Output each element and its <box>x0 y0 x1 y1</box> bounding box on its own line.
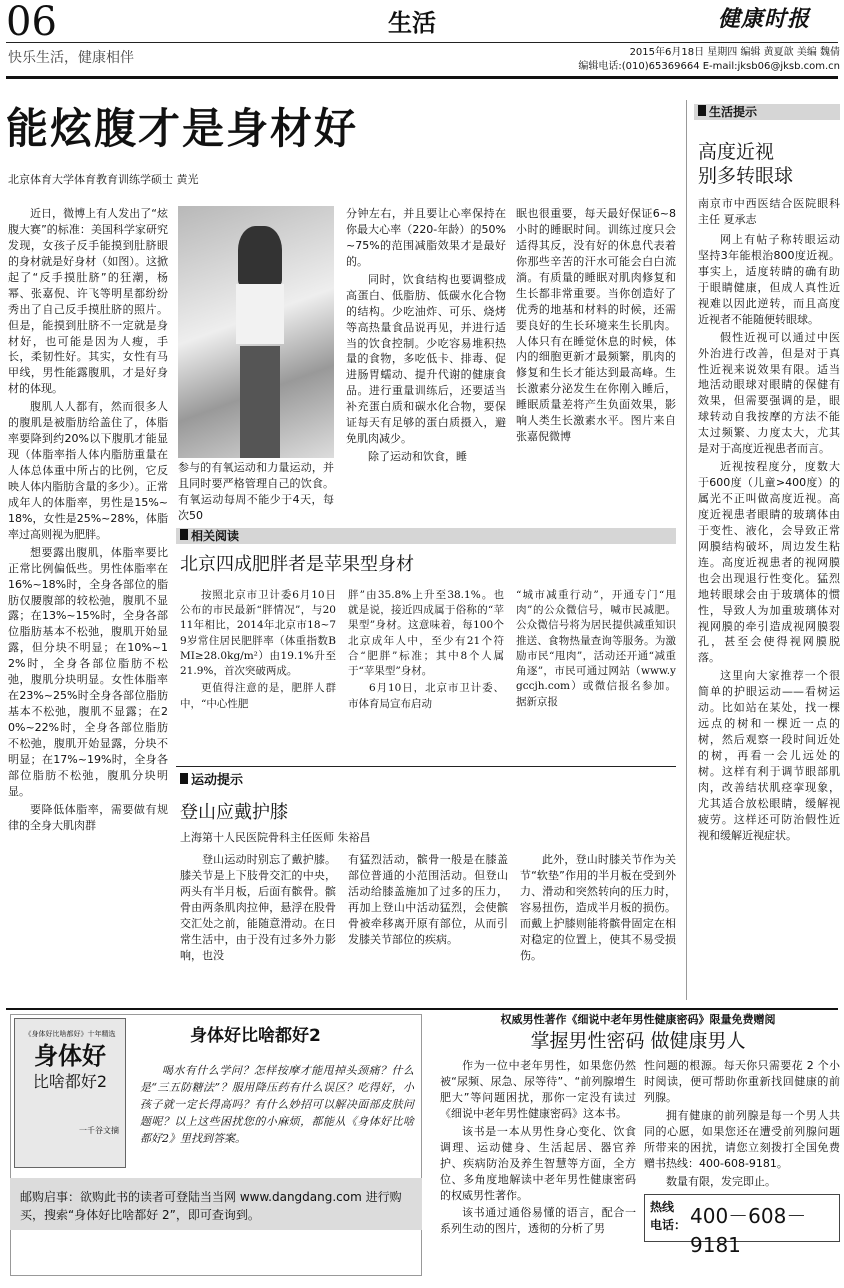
paragraph: 除了运动和饮食，睡 <box>368 450 467 464</box>
order-notice: 邮购启事：欲购此书的读者可登陆当当网 www.dangdang.com 进行购买，搜索“身体好比啥都好 2”，即可查询到。 <box>20 1190 402 1222</box>
related-header: 相关阅读 <box>180 528 239 544</box>
paragraph: 同时，饮食结构也要调整成高蛋白、低脂肪、低碳水化合物的结构。少吃油炸、可乐、烧烤等高热量食品说再见，并进行适当的饮食控制。少吃容易堆积热量的食物，多吃低卡、排毒、促进肠胃蠕动、提升代谢的健康食品。进行重量训练后，还要适当补充蛋白质和碳水化合物，要保证每天有足够的蛋白质摄入，避免肌肉减少。 <box>346 272 506 446</box>
paragraph: 要降低体脂率，需要做有规律的全身大肌肉群 <box>8 802 168 832</box>
related-col-2 <box>348 588 504 760</box>
hotline-number: 400－608－9181 <box>690 1204 807 1257</box>
sport-header: 运动提示 <box>180 772 243 791</box>
tips-header: 生活提示 <box>698 104 757 120</box>
paragraph: 该书通过通俗易懂的语言，配合一系列生动的图片，透彻的分析了男 <box>440 1206 636 1236</box>
tips-body <box>698 232 840 1002</box>
paragraph: 此外，登山时膝关节作为关节“软垫”作用的半月板在受到外力、滑动和突然转向的压力时，容易扭伤，造成半月板的损伤。而戴上护膝则能将髌骨固定在相对稳定的位置上，使其不易受损伤。 <box>520 853 676 962</box>
paragraph: 近日，微博上有人发出了“炫腹大赛”的标准：美国科学家研究发现，女孩子反手能摸到肚脐眼的身材就是好身材（如图）。这掀起了“反手摸肚脐”的狂潮，杨幂、张嘉倪、许飞等明星都纷纷秀出了自己反手摸肚脐的照片。但是，能摸到肚脐不一定就是身材好，也可能是因为人瘦，手长，柔韧性好。其实，女性有马甲线，男性能露腹肌，才是好身材的体现。 <box>8 207 168 396</box>
paragraph: 按照北京市卫计委6月10日公布的市民最新“胖情况”，与2011年相比，2014年北京市18~79岁常住居民肥胖率（体重指数BMI≥28.0kg/m²）由19.1%升至21.9%，首次突破两成。 <box>180 589 336 678</box>
paragraph: 有猛烈活动，髌骨一般是在膝盖部位普通的小范围活动。但登山活动给膝盖施加了过多的压力，再加上登山中活动猛烈，会使髌骨被牵移离开原有部位，从而引发膝关节部位的疾病。 <box>348 853 508 946</box>
right-ad-top: 权威男性著作《细说中老年男性健康密码》限量免费赠阅 <box>500 1013 776 1026</box>
paragraph: 想要露出腹肌，体脂率要比正常比例偏低些。男性体脂率在16%~18%时，全身各部位的脂肪仅腰腹部的较松弛，腹肌不显露；在13%~15%时，全身各部位脂肪基本不松弛，腹肌开始显露，但分块不明显；在10%~12%时，全身各部位脂肪不松弛，腹肌分块明显。女性体脂率在23%~25%时全身各部位脂肪基本不松弛，腹肌不显露；在20%~22%时，全身各部位脂肪不松弛，腹肌开始显露，分块不明显；在17%~19%时，全身各部位脂肪不松弛，腹肌分块明显。 <box>8 545 168 798</box>
right-ad-col-2 <box>644 1058 840 1188</box>
paragraph: 数量有限，发完即止。 <box>666 1174 776 1188</box>
related-col-1 <box>180 588 336 760</box>
paragraph: 眠也很重要，每天最好保证6~8小时的睡眠时间。训练过度只会适得其反，没有好的休息代表着你那些辛苦的汗水可能会白白流淌。有质量的睡眠对肌肉修复和生长都非常重要。当你创造好了优秀的地基和材料的时候，还需要良好的生长环境来生长肌肉。人体只有在睡觉休息的时候，体内的细胞更新才最频繁，肌肉的修复和生长才能达到最高峰。生长激素分泌发生在你刚入睡后，睡眠质量差将产生负面效果，影响人类生长激素水平。图片来自张嘉倪微博 <box>516 207 676 444</box>
ads-rule <box>6 1008 838 1010</box>
related-band <box>176 528 676 544</box>
paragraph: 6月10日，北京市卫计委、市体育局宣布启动 <box>348 682 504 710</box>
paragraph: 腹肌人人都有，然而很多人的腹肌是被脂肪给盖住了，体脂率要降到约20%以下腹肌才能显现（体脂率指人体内脂肪重量在人体总体重中所占的比例，它反映人体内脂肪含量的多少）。正常成年人的体脂率，男性是15%~18%，女性是25%~28%，体脂率过高则视为肥胖。 <box>8 400 168 541</box>
sport-col-1 <box>180 852 336 998</box>
contact-line: 编辑电话:(010)65369664 E-mail:jksb06@jksb.com.cn <box>578 61 840 72</box>
paragraph: “城市减重行动”，开通专门“甩肉”的公众微信号，喊市民减肥。公众微信号将为居民提供减重知识推送、食物热量查询等服务。为激励市民“甩肉”，活动还开通“减重角逐”，市民可通过网站（www.ygccjh.com）或微信报名参加。 据新京报 <box>516 589 676 708</box>
section-title: 生活 <box>388 9 436 37</box>
book-cover <box>14 1018 126 1168</box>
paragraph: 网上有帖子称转眼运动坚持3年能根治800度近视。事实上，适度转睛的确有助于眼睛健康，但成人真性近视难以因此逆转，而且高度近视者不能随便转眼球。 <box>698 233 840 326</box>
sport-rule <box>176 766 676 767</box>
tips-title-line-1: 高度近视 <box>698 141 775 163</box>
paragraph: 性问题的根源。每天你只需要花 2 个小时阅读，便可帮助你重新找回健康的前列腺。 <box>644 1059 840 1104</box>
main-byline: 北京体育大学体育教育训练学硕士 黄光 <box>8 173 199 186</box>
cover-foot-text: 一千谷文摘 <box>79 1126 119 1136</box>
paragraph: 登山运动时别忘了戴护膝。膝关节是上下肢骨交汇的中央，两头有半月板，后面有髌骨。髌骨由两条肌肉拉伸，悬浮在股骨交汇处之前，能随意滑动。在日常生活中，由于没有过多外力影响，也没 <box>180 853 336 962</box>
paragraph: 该书是一本从男性身心变化、饮食调理、运动健身、生活起居、器官养护、疾病防治及养生智慧等方面，全方位、多角度地解读中老年男性健康密码的权威男性著作。 <box>440 1124 636 1202</box>
paragraph: 参与的有氧运动和力量运动，并且同时要严格管理自己的饮食。有氧运动每周不能少于4天，每次50 <box>178 461 334 522</box>
masthead-rule <box>6 42 838 43</box>
sport-col-2 <box>348 852 508 998</box>
paragraph: 分钟左右，并且要让心率保持在你最大心率（220-年龄）的50%~75%的范围减脂效果才是最好的。 <box>346 207 506 268</box>
related-title: 北京四成肥胖者是苹果型身材 <box>180 554 414 575</box>
right-ad-col-1 <box>440 1058 636 1280</box>
date-line: 2015年6月18日 星期四 编辑 黄夏歆 美编 魏倩 <box>629 47 840 58</box>
paragraph: 胖”由35.8%上升至38.1%。也就是说，接近四成属于俗称的“苹果型”身材。这意味着，每100个北京成年人中，至少有21个符合“肥胖”标准；其中8个人属于“苹果型”身材。 <box>348 589 504 678</box>
sport-byline: 上海第十人民医院骨科主任医师 朱裕昌 <box>180 831 371 844</box>
paragraph: 这里向大家推荐一个很简单的护眼运动——看树运动。比如站在某处，找一棵远点的树和一棵近一点的树，然后观察一段时间近处的树，再看一会儿远处的树。这样有利于调节眼部肌肉，改善结状肌痉挛现象，尤其适合放松眼睛，缓解视疲劳。这样还可防治假性近视和缓解近视症状。 <box>698 669 840 842</box>
paragraph: 假性近视可以通过中医外治进行改善，但是对于真性近视来说效果有限。适当地活动眼球对眼睛的保健有效果，但需要强调的是，眼球转动自我按摩的方法不能太过频繁、力度太大，尤其是对于高度近视患者而言。 <box>698 330 840 456</box>
masthead-thick-rule <box>6 76 838 79</box>
cover-top-text: 《身体好比啥都好》十年精选 <box>24 1030 116 1038</box>
main-col-4 <box>516 206 676 522</box>
paragraph: 作为一位中老年男性，如果您仍然被“尿频、尿急、尿等待”、“前列腺增生肥大”等问题困扰，那你一定没有读过《细说中老年男性健康密码》这本书。 <box>440 1059 636 1120</box>
tips-byline: 南京市中西医结合医院眼科主任 夏承志 <box>698 197 840 226</box>
main-col-3 <box>346 206 506 522</box>
slogan: 快乐生活，健康相伴 <box>8 50 134 66</box>
book-ad-text <box>140 1062 414 1149</box>
main-headline: 能炫腹才是身材好 <box>6 104 359 153</box>
sport-title: 登山应戴护膝 <box>180 802 288 823</box>
related-col-3 <box>516 588 676 760</box>
woman-photo <box>178 206 334 458</box>
hotline-label: 热线 电话： <box>650 1200 687 1232</box>
main-col-2-under <box>178 460 334 522</box>
page-number: 06 <box>6 0 57 45</box>
tips-title-line-2: 别多转眼球 <box>698 165 794 187</box>
column-divider <box>686 100 687 1000</box>
newspaper-logo: 健康时报 <box>718 7 811 32</box>
paragraph: 拥有健康的前列腺是每一个男人共同的心愿，如果您还在遭受前列腺问题所带来的困扰，请您立刻拨打全国免费赠书热线：400-608-9181。 <box>644 1108 840 1170</box>
cover-title-2: 比啥都好2 <box>32 1072 108 1092</box>
right-ad-title: 掌握男性密码 做健康男人 <box>530 1030 746 1052</box>
paragraph: 喝水有什么学问？怎样按摩才能甩掉头颈痛？什么是“三五防糖法”？服用降压药有什么误区？吃得好，小孩子就一定长得高吗？有什么妙招可以解决面部皮肤问题呢？以上这些困扰您的小麻烦，都能从《身体好比啥都好2》里找到答案。 <box>140 1064 414 1146</box>
sport-col-3 <box>520 852 676 998</box>
book-ad-title: 身体好比啥都好2 <box>190 1026 321 1046</box>
cover-title-1: 身体好 <box>34 1042 106 1071</box>
main-col-1 <box>8 206 168 832</box>
paragraph: 近视按程度分，度数大于600度（儿童>400度）的属光不正叫做高度近视。高度近视患者眼睛的玻璃体由于变性、液化，会导致正常网膜结构破坏，周边发生粘连。高度近视患者的视网膜也会出现退行性变化。猛烈地转眼球会由于玻璃体的惯性，导致人为加重玻璃体对视网膜的牵引造成视网膜裂孔，甚至会使得视网膜脱落。 <box>698 460 840 665</box>
paragraph: 更值得注意的是，肥胖人群中，“中心性肥 <box>180 682 336 710</box>
